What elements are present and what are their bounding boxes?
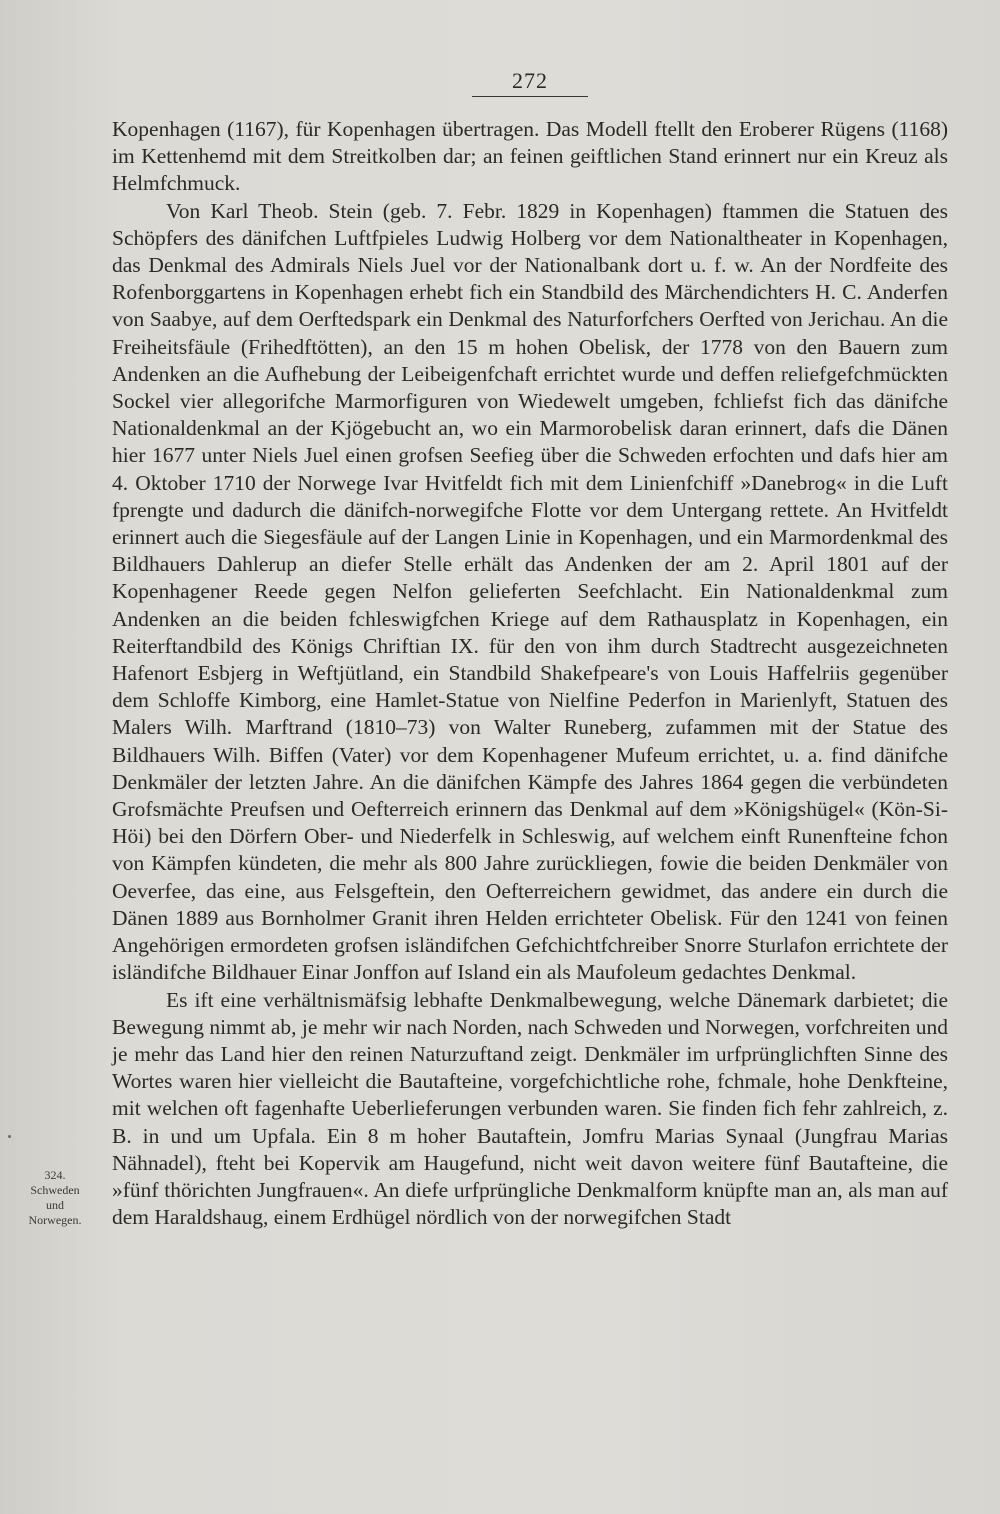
paragraph-3: Es ift eine verhältnismäfsig lebhafte Denkmalbewegung, welche Dänemark darbietet; die Bewegung nimmt ab, je mehr wir nach Norden, nach Schweden und Norwegen, vorfchreiten und je mehr das Land hier den reinen Naturzuftand zeigt. Denkmäler im urfprünglichften Sinne des Wortes waren hier vielleicht die Bautafteine, vorgefchichtliche rohe, fchmale, hohe Denkfteine, mit welchen oft fagenhafte Ueberlieferungen verbunden waren. Sie finden fich fehr zahlreich, z. B. in und um Upfala. Ein 8 m hoher Bautaftein, Jomfru Marias Synaal (Jungfrau Marias Nähnadel), fteht bei Kopervik am Haugefund, nicht weit davon weitere fünf Bautafteine, die »fünf thörichten Jungfrauen«. An diefe urfprüngliche Denkmalform knüpfte man an, als man auf dem Haraldshaug, einem Erdhügel nördlich von der norwegifchen Stadt (112, 987, 948, 1230)
page-header (0, 68, 1000, 97)
margin-note-line-1: Schweden (30, 1183, 80, 1197)
margin-note (10, 1168, 100, 1228)
page-number: 272 (472, 68, 588, 97)
speck-mark (8, 1135, 11, 1138)
margin-note-line-3: Norwegen. (28, 1213, 82, 1227)
paragraph-1: Kopenhagen (1167), für Kopenhagen übertragen. Das Modell ftellt den Eroberer Rügens (1168) im Kettenhemd mit dem Streitkolben dar; an feinen geiftlichen Stand erinnert nur ein Kreuz als Helmfchmuck. (112, 117, 948, 196)
margin-note-line-2: und (46, 1198, 64, 1212)
paragraph-2: Von Karl Theob. Stein (geb. 7. Febr. 1829 in Kopenhagen) ftammen die Statuen des Schöpfers des dänifchen Luftfpieles Ludwig Holberg vor dem Nationaltheater in Kopenhagen, das Denkmal des Admirals Niels Juel vor der Nationalbank dort u. f. w. An der Nordfeite des Rofenborggartens in Kopenhagen erhebt fich ein Standbild des Märchendichters H. C. Anderfen von Saabye, auf dem Oerftedspark ein Denkmal des Naturforfchers Oerfted von Jerichau. An die Freiheitsfäule (Frihedftötten), an den 15 m hohen Obelisk, der 1778 von den Bauern zum Andenken an die Aufhebung der Leibeigenfchaft errichtet wurde und deffen reliefgefchmückten Sockel vier allegorifche Marmorfiguren von Wiedewelt umgeben, fchliefst fich das dänifche Nationaldenkmal an der Kjögebucht an, wo ein Marmorobelisk daran erinnert, dafs die Dänen hier 1677 unter Niels Juel einen grofsen Seefieg über die Schweden erfochten und dafs hier am 4. Oktober 1710 der Norwege Ivar Hvitfeldt fich mit dem Linienfchiff »Danebrog« in die Luft fprengte und dadurch die dänifch-norwegifche Flotte vor dem Untergang rettete. An Hvitfeldt erinnert auch die Siegesfäule auf der Langen Linie in Kopenhagen, und ein Marmordenkmal des Bildhauers Dahlerup an diefer Stelle erhält das Andenken der am 2. April 1801 auf der Kopenhagener Reede gegen Nelfon gelieferten Seefchlacht. Ein Nationaldenkmal zum Andenken an die beiden fchleswigfchen Kriege auf dem Rathausplatz in Kopenhagen, ein Reiterftandbild des Königs Chriftian IX. für den von ihm durch Stadtrecht ausgezeichneten Hafenort Esbjerg in Weftjütland, ein Standbild Shakefpeare's von Louis Haffelriis gegenüber dem Schloffe Kimborg, eine Hamlet-Statue von Nielfine Pederfon in Marienlyft, Statuen des Malers Wilh. Marftrand (1810–73) von Walter Runeberg, zufammen mit der Statue des Bildhauers Wilh. Biffen (Vater) vor dem Kopenhagener Mufeum errichtet, u. a. find dänifche Denkmäler der letzten Jahre. An die dänifchen Kämpfe des Jahres 1864 gegen die verbündeten Grofsmächte Preufsen und Oefterreich erinnern das Denkmal auf dem »Königshügel« (Kön-Si-Höi) bei den Dörfern Ober- und Niederfelk in Schleswig, auf welchem einft Runenfteine fchon von Kämpfen kündeten, die mehr als 800 Jahre zurückliegen, fowie die beiden Denkmäler von Oeverfee, das eine, aus Felsgeftein, den Oefterreichern gewidmet, das andere ein durch die Dänen 1889 aus Bornholmer Granit ihren Helden errichteter Obelisk. Für den 1241 von feinen Angehörigen ermordeten grofsen isländifchen Gefchichtfchreiber Snorre Sturlafon errichtete der isländifche Bildhauer Einar Jonffon auf Island ein als Maufoleum gedachtes Denkmal. (112, 198, 948, 985)
body-text (112, 116, 948, 1231)
margin-note-number: 324. (44, 1168, 66, 1182)
